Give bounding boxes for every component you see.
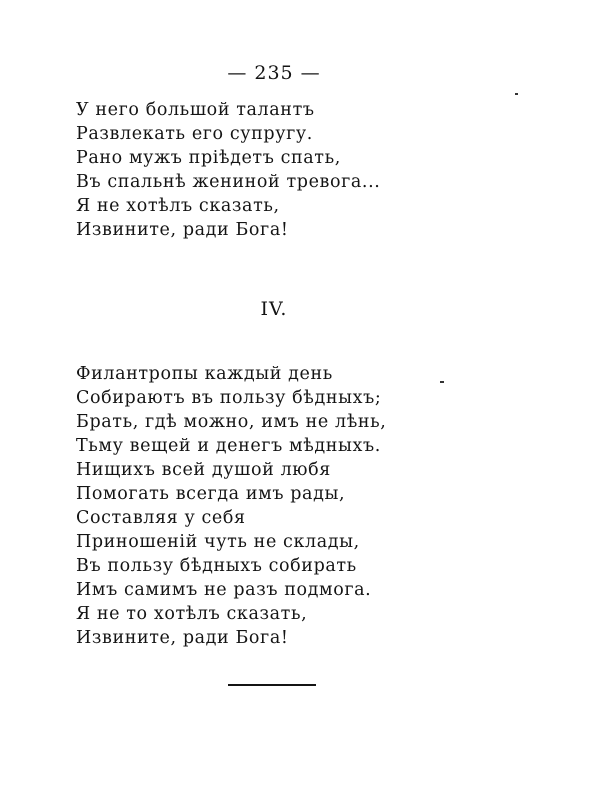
verse-line: Приношеній чуть не склады, — [76, 532, 360, 552]
verse-line: Составляя у себя — [76, 508, 246, 528]
verse-line: Нищихъ всей душой любя — [76, 460, 331, 480]
verse-line: Я не хотѣлъ сказать, — [76, 196, 280, 216]
verse-line: Развлекать его супругу. — [76, 124, 313, 144]
stanza-1 — [76, 98, 380, 242]
verse-line: Рано мужъ пріѣдетъ спать, — [76, 148, 341, 168]
page-number: — 235 — — [227, 62, 321, 84]
verse-line: Имъ самимъ не разъ подмога. — [76, 580, 372, 600]
verse-line: Въ спальнѣ жениной тревога... — [76, 172, 381, 192]
verse-line: Брать, гдѣ можно, имъ не лѣнь, — [76, 412, 387, 432]
verse-line: Извините, ради Бога! — [76, 628, 289, 648]
stanza-2 — [76, 362, 386, 650]
verse-line: Собираютъ въ пользу бѣдныхъ; — [76, 388, 382, 408]
speck-mark — [515, 93, 518, 95]
verse-line: У него большой талантъ — [76, 100, 315, 120]
verse-line: Тьму вещей и денегъ мѣдныхъ. — [76, 436, 381, 456]
end-rule — [228, 684, 316, 686]
speck-mark — [440, 381, 444, 383]
section-numeral: IV. — [260, 298, 288, 320]
verse-line: Помогать всегда имъ рады, — [76, 484, 346, 504]
verse-line: Извините, ради Бога! — [76, 220, 289, 240]
verse-line: Я не то хотѣлъ сказать, — [76, 604, 308, 624]
verse-line: Филантропы каждый день — [76, 364, 333, 384]
verse-line: Въ пользу бѣдныхъ собирать — [76, 556, 357, 576]
